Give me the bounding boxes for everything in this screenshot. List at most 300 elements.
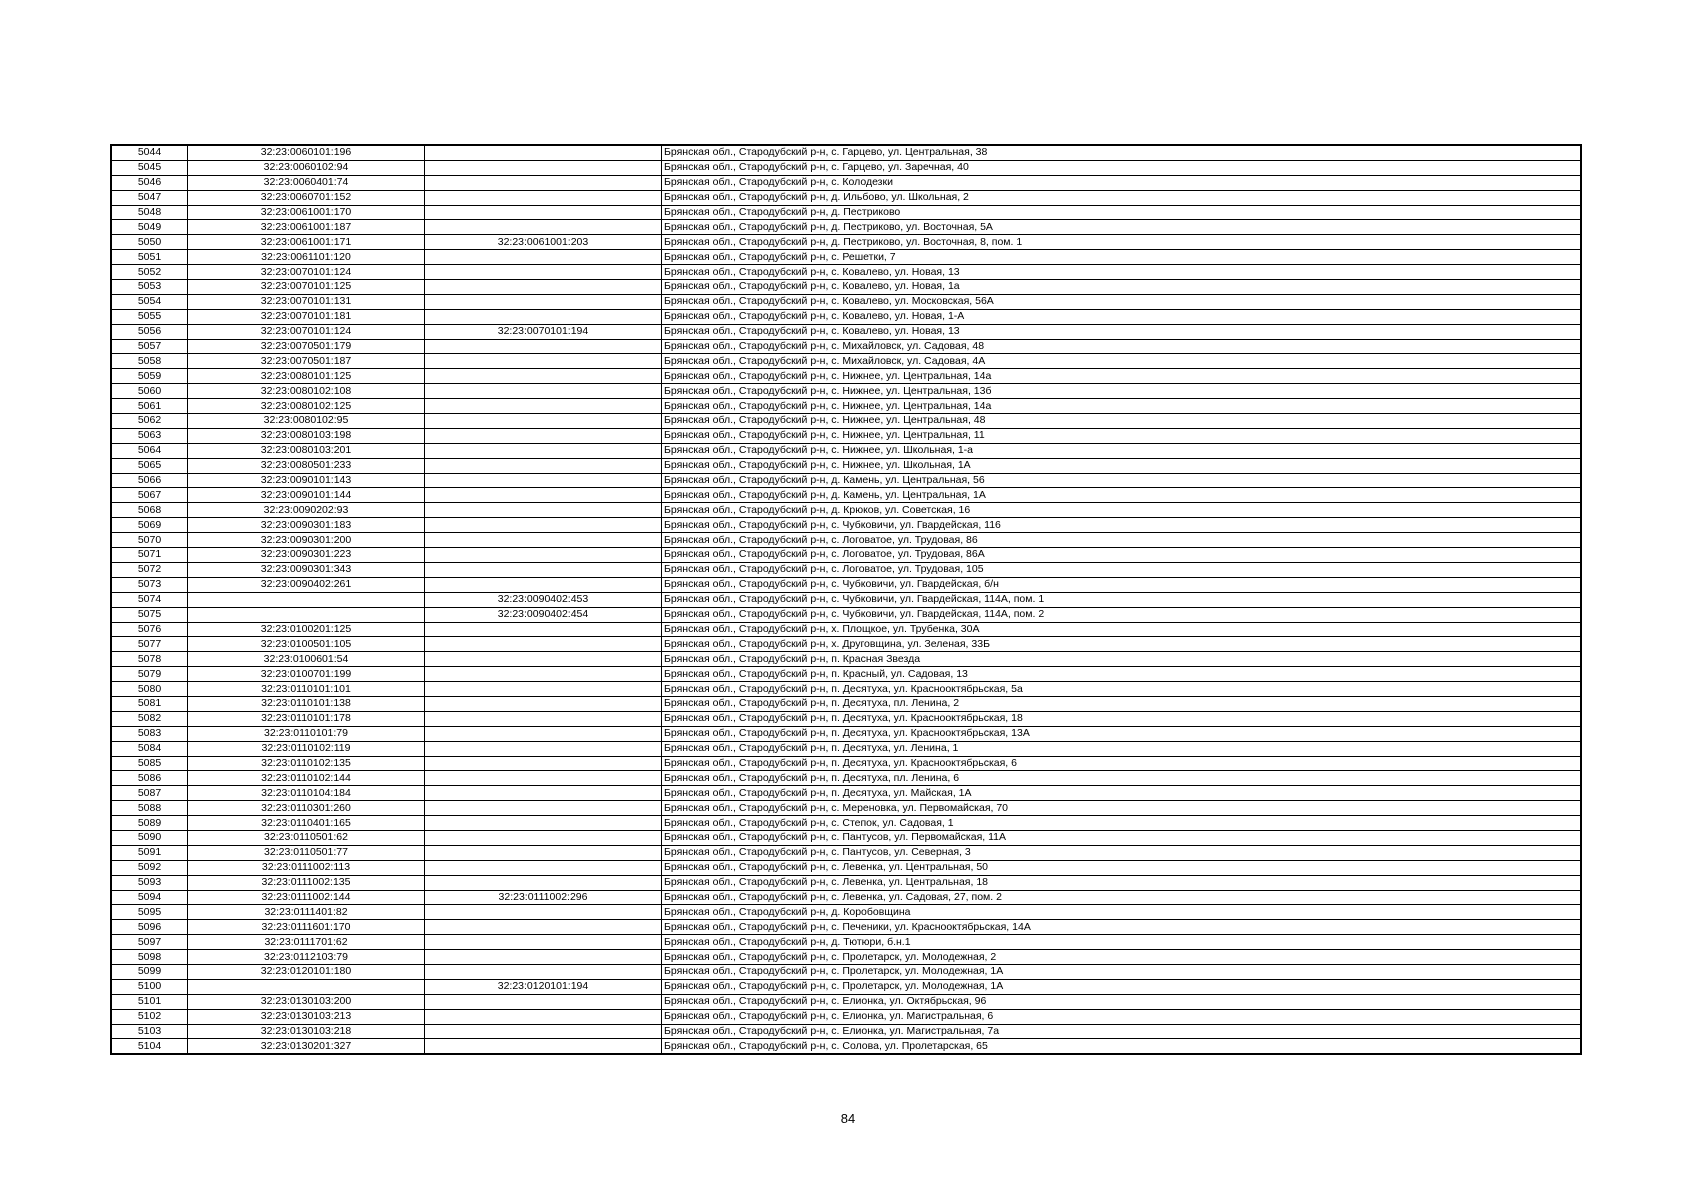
table-row — [111, 994, 1581, 1009]
table-row — [111, 235, 1581, 250]
cadastral-number-cell: 32:23:0130103:218 — [188, 1024, 425, 1039]
row-number-cell: 5066 — [111, 473, 188, 488]
cadastral-number-cell: 32:23:0080102:108 — [188, 384, 425, 399]
cadastral-number-cell: 32:23:0060401:74 — [188, 175, 425, 190]
cadastral-number-cell: 32:23:0111601:170 — [188, 920, 425, 935]
premises-cadastral-number-cell — [425, 920, 662, 935]
table-row — [111, 548, 1581, 563]
table-row — [111, 1009, 1581, 1024]
premises-cadastral-number-cell — [425, 816, 662, 831]
cadastral-number-cell: 32:23:0070101:124 — [188, 324, 425, 339]
table-row — [111, 726, 1581, 741]
cadastral-number-cell: 32:23:0112103:79 — [188, 950, 425, 965]
row-number-cell: 5054 — [111, 294, 188, 309]
premises-cadastral-number-cell — [425, 905, 662, 920]
address-cell: Брянская обл., Стародубский р-н, с. Ковалево, ул. Новая, 13 — [662, 265, 1582, 280]
address-cell: Брянская обл., Стародубский р-н, с. Ковалево, ул. Новая, 1а — [662, 280, 1582, 295]
row-number-cell: 5053 — [111, 280, 188, 295]
row-number-cell: 5056 — [111, 324, 188, 339]
cadastral-number-cell: 32:23:0080102:95 — [188, 414, 425, 429]
table-row — [111, 175, 1581, 190]
row-number-cell: 5085 — [111, 756, 188, 771]
address-cell: Брянская обл., Стародубский р-н, с. Михайловск, ул. Садовая, 48 — [662, 339, 1582, 354]
row-number-cell: 5065 — [111, 458, 188, 473]
row-number-cell: 5078 — [111, 652, 188, 667]
row-number-cell: 5074 — [111, 592, 188, 607]
address-cell: Брянская обл., Стародубский р-н, д. Пестриково, ул. Восточная, 5А — [662, 220, 1582, 235]
premises-cadastral-number-cell — [425, 488, 662, 503]
premises-cadastral-number-cell — [425, 845, 662, 860]
cadastral-number-cell: 32:23:0111002:144 — [188, 890, 425, 905]
address-cell: Брянская обл., Стародубский р-н, с. Чубковичи, ул. Гвардейская, 114А, пом. 1 — [662, 592, 1582, 607]
row-number-cell: 5058 — [111, 354, 188, 369]
cadastral-number-cell: 32:23:0061001:187 — [188, 220, 425, 235]
cadastral-number-cell — [188, 607, 425, 622]
cadastral-number-cell: 32:23:0080103:201 — [188, 443, 425, 458]
address-cell: Брянская обл., Стародубский р-н, п. Десятуха, пл. Ленина, 2 — [662, 696, 1582, 711]
cadastral-number-cell: 32:23:0070101:181 — [188, 309, 425, 324]
row-number-cell: 5063 — [111, 428, 188, 443]
table-row — [111, 622, 1581, 637]
address-cell: Брянская обл., Стародубский р-н, д. Камень, ул. Центральная, 56 — [662, 473, 1582, 488]
premises-cadastral-number-cell — [425, 399, 662, 414]
address-cell: Брянская обл., Стародубский р-н, п. Десятуха, ул. Краснооктябрьская, 5а — [662, 682, 1582, 697]
address-cell: Брянская обл., Стародубский р-н, д. Ильбово, ул. Школьная, 2 — [662, 190, 1582, 205]
table-row — [111, 443, 1581, 458]
row-number-cell: 5081 — [111, 696, 188, 711]
premises-cadastral-number-cell — [425, 950, 662, 965]
cadastral-number-cell: 32:23:0110102:144 — [188, 771, 425, 786]
row-number-cell: 5075 — [111, 607, 188, 622]
row-number-cell: 5100 — [111, 979, 188, 994]
address-cell: Брянская обл., Стародубский р-н, д. Крюков, ул. Советская, 16 — [662, 503, 1582, 518]
address-cell: Брянская обл., Стародубский р-н, п. Десятуха, ул. Ленина, 1 — [662, 741, 1582, 756]
table-row — [111, 265, 1581, 280]
premises-cadastral-number-cell — [425, 682, 662, 697]
premises-cadastral-number-cell: 32:23:0090402:453 — [425, 592, 662, 607]
address-cell: Брянская обл., Стародубский р-н, с. Левенка, ул. Садовая, 27, пом. 2 — [662, 890, 1582, 905]
row-number-cell: 5076 — [111, 622, 188, 637]
row-number-cell: 5046 — [111, 175, 188, 190]
row-number-cell: 5070 — [111, 533, 188, 548]
row-number-cell: 5097 — [111, 935, 188, 950]
cadastral-number-cell: 32:23:0120101:180 — [188, 964, 425, 979]
table-row — [111, 607, 1581, 622]
cadastral-number-cell: 32:23:0080101:125 — [188, 369, 425, 384]
cadastral-number-cell: 32:23:0110104:184 — [188, 786, 425, 801]
table-row — [111, 518, 1581, 533]
row-number-cell: 5060 — [111, 384, 188, 399]
address-cell: Брянская обл., Стародубский р-н, с. Нижнее, ул. Центральная, 14а — [662, 399, 1582, 414]
table-row — [111, 1024, 1581, 1039]
row-number-cell: 5067 — [111, 488, 188, 503]
address-cell: Брянская обл., Стародубский р-н, с. Ковалево, ул. Новая, 1-А — [662, 309, 1582, 324]
address-cell: Брянская обл., Стародубский р-н, с. Степок, ул. Садовая, 1 — [662, 816, 1582, 831]
cadastral-number-cell: 32:23:0111401:82 — [188, 905, 425, 920]
premises-cadastral-number-cell — [425, 801, 662, 816]
premises-cadastral-number-cell — [425, 369, 662, 384]
table-row — [111, 339, 1581, 354]
table-row — [111, 696, 1581, 711]
row-number-cell: 5087 — [111, 786, 188, 801]
premises-cadastral-number-cell — [425, 964, 662, 979]
table-row — [111, 816, 1581, 831]
address-cell: Брянская обл., Стародубский р-н, п. Десятуха, пл. Ленина, 6 — [662, 771, 1582, 786]
cadastral-number-cell: 32:23:0130103:200 — [188, 994, 425, 1009]
row-number-cell: 5098 — [111, 950, 188, 965]
address-cell: Брянская обл., Стародубский р-н, с. Чубковичи, ул. Гвардейская, 114А, пом. 2 — [662, 607, 1582, 622]
premises-cadastral-number-cell — [425, 339, 662, 354]
row-number-cell: 5047 — [111, 190, 188, 205]
table-row — [111, 145, 1581, 160]
cadastral-number-cell: 32:23:0090301:223 — [188, 548, 425, 563]
address-cell: Брянская обл., Стародубский р-н, с. Солова, ул. Пролетарская, 65 — [662, 1039, 1582, 1054]
row-number-cell: 5059 — [111, 369, 188, 384]
table-row — [111, 1039, 1581, 1054]
premises-cadastral-number-cell — [425, 354, 662, 369]
table-row — [111, 652, 1581, 667]
cadastral-number-cell: 32:23:0061001:171 — [188, 235, 425, 250]
address-cell: Брянская обл., Стародубский р-н, с. Ковалево, ул. Московская, 56А — [662, 294, 1582, 309]
address-cell: Брянская обл., Стародубский р-н, с. Пролетарск, ул. Молодежная, 1А — [662, 979, 1582, 994]
address-cell: Брянская обл., Стародубский р-н, с. Нижнее, ул. Школьная, 1-а — [662, 443, 1582, 458]
premises-cadastral-number-cell — [425, 175, 662, 190]
address-cell: Брянская обл., Стародубский р-н, с. Решетки, 7 — [662, 250, 1582, 265]
table-row — [111, 354, 1581, 369]
row-number-cell: 5052 — [111, 265, 188, 280]
cadastral-number-cell — [188, 979, 425, 994]
address-cell: Брянская обл., Стародубский р-н, с. Мереновка, ул. Первомайская, 70 — [662, 801, 1582, 816]
address-cell: Брянская обл., Стародубский р-н, п. Десятуха, ул. Краснооктябрьская, 18 — [662, 711, 1582, 726]
row-number-cell: 5050 — [111, 235, 188, 250]
address-cell: Брянская обл., Стародубский р-н, с. Нижнее, ул. Центральная, 48 — [662, 414, 1582, 429]
row-number-cell: 5062 — [111, 414, 188, 429]
address-cell: Брянская обл., Стародубский р-н, д. Тютюри, б.н.1 — [662, 935, 1582, 950]
address-cell: Брянская обл., Стародубский р-н, с. Елионка, ул. Октябрьская, 96 — [662, 994, 1582, 1009]
table-row — [111, 756, 1581, 771]
address-cell: Брянская обл., Стародубский р-н, п. Красный, ул. Садовая, 13 — [662, 667, 1582, 682]
address-cell: Брянская обл., Стародубский р-н, с. Елионка, ул. Магистральная, 7а — [662, 1024, 1582, 1039]
cadastral-number-cell: 32:23:0090202:93 — [188, 503, 425, 518]
registry-table-body — [111, 145, 1581, 1054]
address-cell: Брянская обл., Стародубский р-н, с. Гарцево, ул. Заречная, 40 — [662, 160, 1582, 175]
row-number-cell: 5064 — [111, 443, 188, 458]
cadastral-number-cell: 32:23:0100701:199 — [188, 667, 425, 682]
address-cell: Брянская обл., Стародубский р-н, с. Пролетарск, ул. Молодежная, 1А — [662, 964, 1582, 979]
cadastral-number-cell: 32:23:0110102:119 — [188, 741, 425, 756]
premises-cadastral-number-cell: 32:23:0090402:454 — [425, 607, 662, 622]
page-number: 84 — [840, 1111, 856, 1126]
row-number-cell: 5048 — [111, 205, 188, 220]
premises-cadastral-number-cell — [425, 443, 662, 458]
table-row — [111, 458, 1581, 473]
premises-cadastral-number-cell: 32:23:0111002:296 — [425, 890, 662, 905]
address-cell: Брянская обл., Стародубский р-н, д. Коробовщина — [662, 905, 1582, 920]
cadastral-number-cell: 32:23:0100201:125 — [188, 622, 425, 637]
row-number-cell: 5071 — [111, 548, 188, 563]
address-cell: Брянская обл., Стародубский р-н, с. Пантусов, ул. Первомайская, 11А — [662, 830, 1582, 845]
address-cell: Брянская обл., Стародубский р-н, п. Десятуха, ул. Майская, 1А — [662, 786, 1582, 801]
cadastral-number-cell: 32:23:0060701:152 — [188, 190, 425, 205]
cadastral-number-cell: 32:23:0111002:113 — [188, 860, 425, 875]
row-number-cell: 5094 — [111, 890, 188, 905]
row-number-cell: 5090 — [111, 830, 188, 845]
cadastral-number-cell: 32:23:0130201:327 — [188, 1039, 425, 1054]
premises-cadastral-number-cell — [425, 265, 662, 280]
premises-cadastral-number-cell: 32:23:0070101:194 — [425, 324, 662, 339]
row-number-cell: 5080 — [111, 682, 188, 697]
row-number-cell: 5045 — [111, 160, 188, 175]
address-cell: Брянская обл., Стародубский р-н, с. Логоватое, ул. Трудовая, 86А — [662, 548, 1582, 563]
premises-cadastral-number-cell — [425, 503, 662, 518]
cadastral-number-cell: 32:23:0090101:143 — [188, 473, 425, 488]
address-cell: Брянская обл., Стародубский р-н, п. Десятуха, ул. Краснооктябрьская, 6 — [662, 756, 1582, 771]
table-row — [111, 562, 1581, 577]
row-number-cell: 5084 — [111, 741, 188, 756]
address-cell: Брянская обл., Стародубский р-н, д. Камень, ул. Центральная, 1А — [662, 488, 1582, 503]
address-cell: Брянская обл., Стародубский р-н, с. Нижнее, ул. Школьная, 1А — [662, 458, 1582, 473]
cadastral-number-cell: 32:23:0080102:125 — [188, 399, 425, 414]
address-cell: Брянская обл., Стародубский р-н, с. Михайловск, ул. Садовая, 4А — [662, 354, 1582, 369]
cadastral-number-cell: 32:23:0070101:124 — [188, 265, 425, 280]
row-number-cell: 5049 — [111, 220, 188, 235]
premises-cadastral-number-cell — [425, 1009, 662, 1024]
premises-cadastral-number-cell — [425, 860, 662, 875]
cadastral-number-cell: 32:23:0090402:261 — [188, 577, 425, 592]
table-row — [111, 801, 1581, 816]
cadastral-number-cell: 32:23:0080103:198 — [188, 428, 425, 443]
cadastral-number-cell: 32:23:0110401:165 — [188, 816, 425, 831]
table-row — [111, 309, 1581, 324]
cadastral-number-cell: 32:23:0061101:120 — [188, 250, 425, 265]
table-row — [111, 577, 1581, 592]
table-row — [111, 160, 1581, 175]
premises-cadastral-number-cell — [425, 384, 662, 399]
table-row — [111, 979, 1581, 994]
table-row — [111, 667, 1581, 682]
premises-cadastral-number-cell: 32:23:0061001:203 — [425, 235, 662, 250]
row-number-cell: 5096 — [111, 920, 188, 935]
premises-cadastral-number-cell — [425, 652, 662, 667]
cadastral-number-cell — [188, 592, 425, 607]
address-cell: Брянская обл., Стародубский р-н, с. Нижнее, ул. Центральная, 13б — [662, 384, 1582, 399]
cadastral-number-cell: 32:23:0111002:135 — [188, 875, 425, 890]
row-number-cell: 5103 — [111, 1024, 188, 1039]
premises-cadastral-number-cell — [425, 667, 662, 682]
cadastral-number-cell: 32:23:0070501:179 — [188, 339, 425, 354]
table-row — [111, 220, 1581, 235]
premises-cadastral-number-cell — [425, 771, 662, 786]
table-row — [111, 280, 1581, 295]
address-cell: Брянская обл., Стародубский р-н, д. Пестриково, ул. Восточная, 8, пом. 1 — [662, 235, 1582, 250]
cadastral-number-cell: 32:23:0090301:200 — [188, 533, 425, 548]
address-cell: Брянская обл., Стародубский р-н, с. Логоватое, ул. Трудовая, 86 — [662, 533, 1582, 548]
cadastral-number-cell: 32:23:0070101:131 — [188, 294, 425, 309]
cadastral-number-cell: 32:23:0060102:94 — [188, 160, 425, 175]
address-cell: Брянская обл., Стародубский р-н, с. Чубковичи, ул. Гвардейская, 116 — [662, 518, 1582, 533]
premises-cadastral-number-cell — [425, 205, 662, 220]
cadastral-number-cell: 32:23:0110501:62 — [188, 830, 425, 845]
premises-cadastral-number-cell — [425, 711, 662, 726]
cadastral-number-cell: 32:23:0110301:260 — [188, 801, 425, 816]
table-row — [111, 950, 1581, 965]
row-number-cell: 5099 — [111, 964, 188, 979]
cadastral-number-cell: 32:23:0090101:144 — [188, 488, 425, 503]
premises-cadastral-number-cell — [425, 294, 662, 309]
cadastral-number-cell: 32:23:0110101:138 — [188, 696, 425, 711]
row-number-cell: 5093 — [111, 875, 188, 890]
table-row — [111, 488, 1581, 503]
cadastral-number-cell: 32:23:0070101:125 — [188, 280, 425, 295]
row-number-cell: 5088 — [111, 801, 188, 816]
address-cell: Брянская обл., Стародубский р-н, с. Пролетарск, ул. Молодежная, 2 — [662, 950, 1582, 965]
table-row — [111, 592, 1581, 607]
table-row — [111, 741, 1581, 756]
table-row — [111, 682, 1581, 697]
table-row — [111, 935, 1581, 950]
premises-cadastral-number-cell — [425, 786, 662, 801]
premises-cadastral-number-cell: 32:23:0120101:194 — [425, 979, 662, 994]
cadastral-number-cell: 32:23:0070501:187 — [188, 354, 425, 369]
address-cell: Брянская обл., Стародубский р-н, д. Пестриково — [662, 205, 1582, 220]
table-row — [111, 205, 1581, 220]
premises-cadastral-number-cell — [425, 696, 662, 711]
cadastral-number-cell: 32:23:0110501:77 — [188, 845, 425, 860]
premises-cadastral-number-cell — [425, 458, 662, 473]
row-number-cell: 5095 — [111, 905, 188, 920]
row-number-cell: 5072 — [111, 562, 188, 577]
row-number-cell: 5089 — [111, 816, 188, 831]
table-row — [111, 428, 1581, 443]
table-row — [111, 414, 1581, 429]
address-cell: Брянская обл., Стародубский р-н, п. Десятуха, ул. Краснооктябрьская, 13А — [662, 726, 1582, 741]
row-number-cell: 5069 — [111, 518, 188, 533]
address-cell: Брянская обл., Стародубский р-н, с. Елионка, ул. Магистральная, 6 — [662, 1009, 1582, 1024]
table-row — [111, 473, 1581, 488]
table-row — [111, 369, 1581, 384]
cadastral-number-cell: 32:23:0110101:79 — [188, 726, 425, 741]
table-row — [111, 964, 1581, 979]
premises-cadastral-number-cell — [425, 428, 662, 443]
premises-cadastral-number-cell — [425, 935, 662, 950]
address-cell: Брянская обл., Стародубский р-н, х. Площкое, ул. Трубенка, 30А — [662, 622, 1582, 637]
table-row — [111, 384, 1581, 399]
table-row — [111, 637, 1581, 652]
table-row — [111, 399, 1581, 414]
row-number-cell: 5068 — [111, 503, 188, 518]
table-row — [111, 711, 1581, 726]
table-row — [111, 875, 1581, 890]
premises-cadastral-number-cell — [425, 414, 662, 429]
premises-cadastral-number-cell — [425, 548, 662, 563]
premises-cadastral-number-cell — [425, 190, 662, 205]
address-cell: Брянская обл., Стародубский р-н, с. Нижнее, ул. Центральная, 11 — [662, 428, 1582, 443]
cadastral-number-cell: 32:23:0080501:233 — [188, 458, 425, 473]
row-number-cell: 5086 — [111, 771, 188, 786]
premises-cadastral-number-cell — [425, 473, 662, 488]
table-row — [111, 294, 1581, 309]
premises-cadastral-number-cell — [425, 280, 662, 295]
row-number-cell: 5104 — [111, 1039, 188, 1054]
table-row — [111, 905, 1581, 920]
table-row — [111, 771, 1581, 786]
premises-cadastral-number-cell — [425, 756, 662, 771]
premises-cadastral-number-cell — [425, 220, 662, 235]
table-row — [111, 890, 1581, 905]
row-number-cell: 5044 — [111, 145, 188, 160]
address-cell: Брянская обл., Стародубский р-н, с. Гарцево, ул. Центральная, 38 — [662, 145, 1582, 160]
row-number-cell: 5051 — [111, 250, 188, 265]
row-number-cell: 5102 — [111, 1009, 188, 1024]
cadastral-number-cell: 32:23:0100501:105 — [188, 637, 425, 652]
address-cell: Брянская обл., Стародубский р-н, с. Нижнее, ул. Центральная, 14а — [662, 369, 1582, 384]
table-row — [111, 190, 1581, 205]
address-cell: Брянская обл., Стародубский р-н, с. Логоватое, ул. Трудовая, 105 — [662, 562, 1582, 577]
premises-cadastral-number-cell — [425, 622, 662, 637]
row-number-cell: 5091 — [111, 845, 188, 860]
table-row — [111, 503, 1581, 518]
cadastral-number-cell: 32:23:0060101:196 — [188, 145, 425, 160]
premises-cadastral-number-cell — [425, 726, 662, 741]
address-cell: Брянская обл., Стародубский р-н, с. Печеники, ул. Краснооктябрьская, 14А — [662, 920, 1582, 935]
premises-cadastral-number-cell — [425, 830, 662, 845]
premises-cadastral-number-cell — [425, 875, 662, 890]
cadastral-number-cell: 32:23:0090301:183 — [188, 518, 425, 533]
row-number-cell: 5061 — [111, 399, 188, 414]
cadastral-number-cell: 32:23:0110101:178 — [188, 711, 425, 726]
table-row — [111, 920, 1581, 935]
table-row — [111, 845, 1581, 860]
address-cell: Брянская обл., Стародубский р-н, с. Колодезки — [662, 175, 1582, 190]
premises-cadastral-number-cell — [425, 518, 662, 533]
row-number-cell: 5055 — [111, 309, 188, 324]
premises-cadastral-number-cell — [425, 741, 662, 756]
cadastral-number-cell: 32:23:0110101:101 — [188, 682, 425, 697]
premises-cadastral-number-cell — [425, 994, 662, 1009]
premises-cadastral-number-cell — [425, 1039, 662, 1054]
row-number-cell: 5079 — [111, 667, 188, 682]
cadastral-number-cell: 32:23:0111701:62 — [188, 935, 425, 950]
premises-cadastral-number-cell — [425, 309, 662, 324]
table-row — [111, 533, 1581, 548]
premises-cadastral-number-cell — [425, 577, 662, 592]
premises-cadastral-number-cell — [425, 250, 662, 265]
premises-cadastral-number-cell — [425, 637, 662, 652]
address-cell: Брянская обл., Стародубский р-н, с. Левенка, ул. Центральная, 18 — [662, 875, 1582, 890]
premises-cadastral-number-cell — [425, 145, 662, 160]
row-number-cell: 5082 — [111, 711, 188, 726]
premises-cadastral-number-cell — [425, 160, 662, 175]
row-number-cell: 5083 — [111, 726, 188, 741]
premises-cadastral-number-cell — [425, 533, 662, 548]
address-cell: Брянская обл., Стародубский р-н, с. Левенка, ул. Центральная, 50 — [662, 860, 1582, 875]
table-row — [111, 786, 1581, 801]
address-cell: Брянская обл., Стародубский р-н, с. Чубковичи, ул. Гвардейская, б/н — [662, 577, 1582, 592]
address-cell: Брянская обл., Стародубский р-н, с. Пантусов, ул. Северная, 3 — [662, 845, 1582, 860]
table-row — [111, 250, 1581, 265]
premises-cadastral-number-cell — [425, 562, 662, 577]
cadastral-number-cell: 32:23:0110102:135 — [188, 756, 425, 771]
row-number-cell: 5077 — [111, 637, 188, 652]
table-row — [111, 860, 1581, 875]
row-number-cell: 5101 — [111, 994, 188, 1009]
address-cell: Брянская обл., Стародубский р-н, п. Красная Звезда — [662, 652, 1582, 667]
address-cell: Брянская обл., Стародубский р-н, с. Ковалево, ул. Новая, 13 — [662, 324, 1582, 339]
cadastral-number-cell: 32:23:0090301:343 — [188, 562, 425, 577]
row-number-cell: 5092 — [111, 860, 188, 875]
cadastral-number-cell: 32:23:0061001:170 — [188, 205, 425, 220]
premises-cadastral-number-cell — [425, 1024, 662, 1039]
